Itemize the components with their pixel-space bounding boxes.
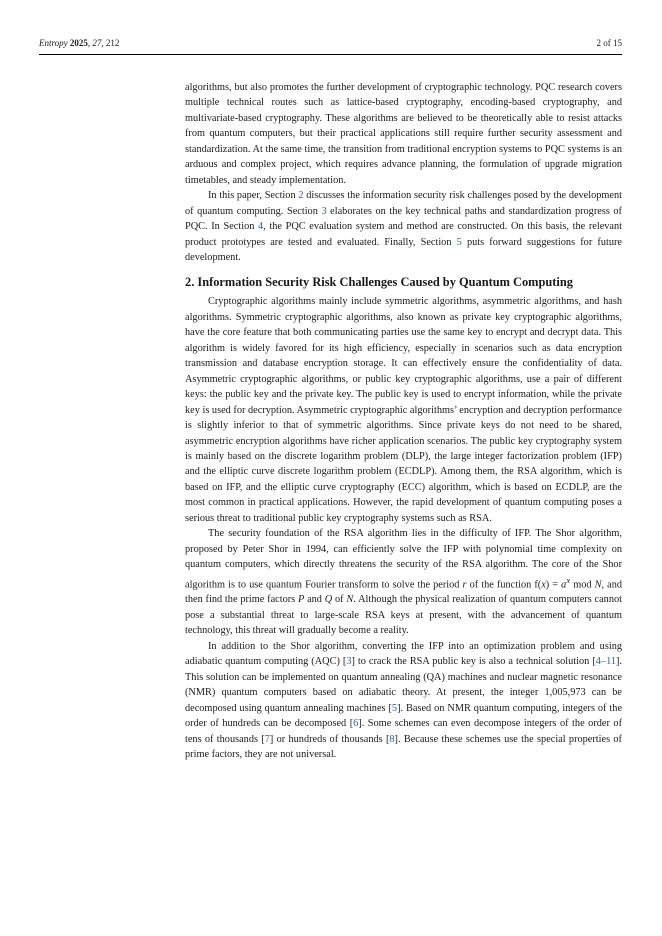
text: ]. This solution can be implemented on quantum annealing (QA) machines and nuclear magnetic resonance (NMR) quantum computers based on adiabatic theory. At present, the integer 1,005,973 can be decomposed using quantum annealing machines [: [185, 656, 623, 714]
text: ]. Based on NMR quantum computing, integers of the order of hundreds can be decomposed [: [185, 702, 623, 730]
citation-link[interactable]: 7: [264, 733, 270, 745]
math-var: N: [594, 579, 602, 591]
paragraph-5: [185, 639, 622, 763]
text: mod: [570, 579, 595, 591]
text: ] or hundreds of thousands [: [269, 733, 390, 745]
text: and: [304, 594, 325, 606]
section-link[interactable]: 3: [321, 205, 327, 217]
citation-link[interactable]: 5: [391, 702, 398, 714]
paragraph-3: Cryptographic algorithms mainly include symmetric algorithms, asymmetric algorithms, and hash algorithms. Symmetric cryptographic algorithms, also known as private key cryptographic algorithms, have the core feature that both communicating parties use the same key to encrypt and decrypt data. This algorithm is widely favored for its high efficiency, especially in scenarios such as data encryption transmission and database encryption storage. It can effectively ensure the confidentiality of data. Asymmetric cryptographic algorithms, or public key cryptographic algorithms, use a pair of different keys: the public key and the private key. The public key is used to encrypt information, while the private key is used for decryption. Asymmetric cryptographic algorithms’ encryption and decryption performance is slightly inferior to that of symmetric algorithms. Since private keys do not need to be shared, asymmetric encryption algorithms have richer application scenarios. The public key cryptography system is mainly based on the discrete logarithm problem (DLP), the large integer factorization problem (IFP) and the elliptic curve discrete logarithm problem (ECDLP). Among them, the RSA algorithm, which is based on IFP, and the elliptic curve cryptography (ECC) algorithm, which is based on ECDLP, are the most common in practical applications. However, the rapid development of quantum computing poses a serious threat to traditional public key cryptography systems such as RSA.: [185, 296, 622, 524]
page-header: [39, 38, 622, 48]
math-var: a: [561, 579, 567, 591]
math-var: P: [297, 594, 305, 606]
article-number: 212: [105, 38, 120, 48]
text: of the function f(: [466, 579, 542, 591]
paragraph-2: [185, 188, 622, 265]
text: ]. Some schemes can even decompose integers of the order of tens of thousands [: [185, 718, 622, 745]
text: ) =: [545, 579, 562, 591]
math-var: r: [462, 579, 467, 591]
math-var: Q: [324, 594, 333, 606]
section-heading: 2. Information Security Risk Challenges Caused by Quantum Computing: [185, 275, 573, 290]
journal-name: Entropy: [39, 38, 68, 48]
math-var: x: [541, 579, 546, 591]
page-body: [185, 80, 622, 762]
text: ]. Because these schemes use the special properties of prime factors, they are not universal.: [185, 733, 622, 760]
paragraph-1: algorithms, but also promotes the further development of cryptographic technology. PQC research covers multiple technical routes such as lattice-based cryptography, encoding-based cryptography, and multivariate-based cryptography. These algorithms are believed to be theoretically able to resist attacks from quantum computers, but their practical applications still require further security assessment and standardization. At the same time, the transition from traditional encryption systems to PQC systems is an arduous and complex project, which requires advance planning, the formulation of upgrade migration timetables, and steady implementation.: [185, 82, 622, 186]
section-link[interactable]: 5: [456, 236, 462, 248]
header-rule: [39, 54, 622, 55]
text: puts forward suggestions for future development.: [185, 236, 622, 263]
text: , and then find the prime factors: [185, 579, 623, 606]
text: , the PQC evaluation system and method are constructed. On this basis, the relevant product prototypes are tested and evaluated. Finally, Section: [185, 221, 622, 248]
citation-link[interactable]: 4–11: [595, 656, 616, 668]
journal-citation: Entropy 2025, 27, 212: [39, 38, 120, 48]
citation-link[interactable]: 6: [353, 718, 359, 730]
section-link[interactable]: 2: [298, 190, 304, 202]
text: ] to crack the RSA public key is also a technical solution [: [351, 656, 596, 668]
text: In addition to the Shor algorithm, converting the IFP into an optimization problem and using adiabatic quantum computing (AQC) [: [185, 640, 622, 668]
text: discusses the information security risk challenges posed by the development of quantum computing. Section: [185, 190, 623, 217]
page-number: 2 of 15: [596, 38, 622, 48]
citation-link[interactable]: 3: [346, 656, 352, 668]
text: elaborates on the key technical paths and standardization progress of PQC. In Section: [185, 205, 622, 233]
text: . Although the physical realization of quantum computers cannot pose a substantial threat to large-scale RSA keys at present, with the advancement of quantum technology, this threat will gradually become a reality.: [185, 594, 622, 637]
text: of: [332, 594, 347, 606]
journal-year: 2025: [69, 38, 88, 48]
journal-volume: 27: [92, 38, 102, 48]
math-var: x: [566, 574, 571, 585]
section-link[interactable]: 4: [258, 221, 264, 233]
paragraph-4: [185, 526, 622, 639]
citation-link[interactable]: 8: [389, 733, 395, 745]
math-var: N: [346, 594, 354, 606]
text: In this paper, Section: [208, 190, 299, 202]
text: The security foundation of the RSA algorithm lies in the difficulty of IFP. The Shor algorithm, proposed by Peter Shor in 1994, can efficiently solve the IFP with polynomial time complexity on quantum computers, which directly threatens the security of the RSA algorithm. The core of the Shor algorithm is to use quantum Fourier transform to solve the period: [185, 528, 622, 591]
